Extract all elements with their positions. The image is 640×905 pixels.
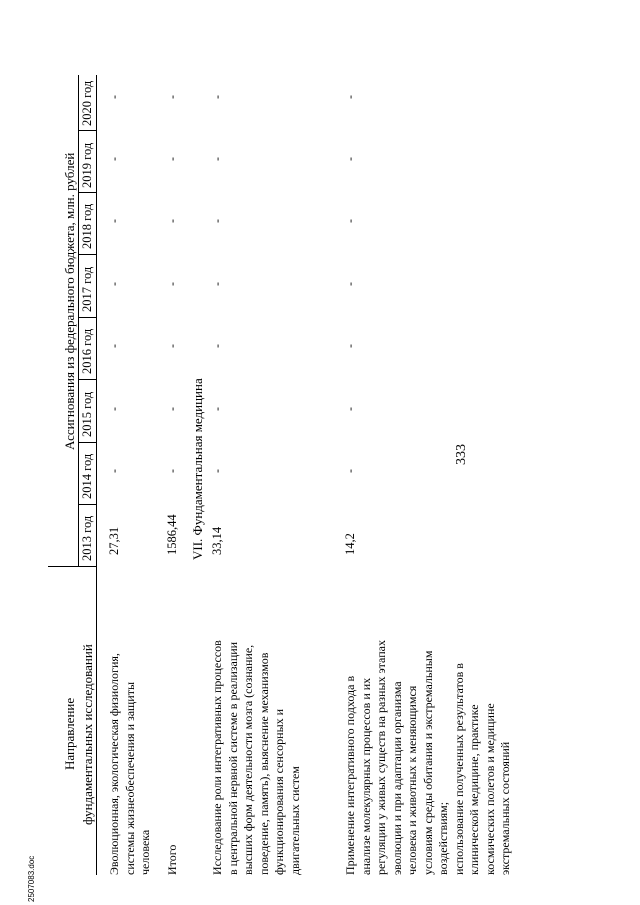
- row-label-line: воздействиям;: [436, 801, 450, 875]
- row-value-2017: -: [343, 282, 357, 286]
- year-header-2018: 2018 год: [80, 203, 94, 249]
- row-value-2013: 27,31: [107, 526, 121, 555]
- year-header-2015: 2015 год: [80, 391, 94, 437]
- row-label-line: условиям среды обитания и экстремальным: [420, 650, 435, 875]
- row-label-line: Применение интегративного подхода в: [343, 675, 357, 875]
- header-bottom-rule: [96, 75, 97, 875]
- row-value-2014: -: [107, 469, 121, 473]
- row-label-line: в центральной нервной системе в реализации: [225, 641, 240, 875]
- year-header-2013: 2013 год: [80, 515, 94, 561]
- row-value-2017: -: [165, 282, 179, 286]
- row-value-2020: -: [343, 95, 357, 99]
- row-label-line: эволюции и при адаптации организма: [389, 681, 404, 875]
- row-value-2018: -: [210, 219, 224, 223]
- row-value-2020: -: [107, 95, 121, 99]
- row-value-2017: -: [107, 282, 121, 286]
- row-value-2013: 1586,44: [165, 514, 179, 555]
- row-value-2016: -: [210, 344, 224, 348]
- file-id: 2507083.doc: [27, 855, 36, 902]
- direction-header-subtitle: фундаментальных исследований: [80, 644, 95, 825]
- row-value-2015: -: [343, 407, 357, 411]
- column-divider-2014: [78, 504, 96, 505]
- column-divider-2019: [78, 192, 96, 193]
- direction-header-title: Направление: [62, 697, 77, 770]
- row-value-2013: 14,2: [343, 533, 357, 555]
- funding-title-rule: [78, 75, 79, 567]
- row-value-2013: 33,14: [210, 526, 224, 555]
- column-divider-2017: [78, 317, 96, 318]
- year-header-2020: 2020 год: [80, 80, 94, 126]
- row-value-2015: -: [165, 407, 179, 411]
- row-value-2016: -: [165, 344, 179, 348]
- year-header-2019: 2019 год: [80, 142, 94, 188]
- column-divider-2016: [78, 379, 96, 380]
- row-value-2019: -: [165, 157, 179, 161]
- table-row-label: [343, 575, 514, 875]
- row-label-line: человека: [138, 829, 152, 875]
- row-label-line: двигательных систем: [287, 766, 302, 875]
- table-row-label: [165, 575, 181, 875]
- row-label-line: функционирования сенсорных и: [272, 708, 286, 875]
- row-value-2014: -: [210, 469, 224, 473]
- column-divider-2018: [78, 254, 96, 255]
- year-header-2016: 2016 год: [80, 328, 94, 374]
- row-label-line: анализе молекулярных процессов и их: [358, 677, 373, 875]
- row-label-line: человека и животных к меняющимся: [405, 685, 419, 875]
- row-value-2020: -: [210, 95, 224, 99]
- row-value-2016: -: [343, 344, 357, 348]
- row-value-2019: -: [107, 157, 121, 161]
- page-number: 333: [454, 444, 469, 465]
- row-label-line: космических полетов и медицине: [482, 703, 497, 875]
- row-value-2015: -: [210, 407, 224, 411]
- year-header-2017: 2017 год: [80, 266, 94, 312]
- funding-header-title: Ассигнования из федерального бюджета, млн. рублей: [62, 152, 77, 450]
- row-value-2014: -: [343, 469, 357, 473]
- column-divider-2015: [78, 442, 96, 443]
- year-header-2014: 2014 год: [80, 453, 94, 499]
- row-value-2018: -: [165, 219, 179, 223]
- row-label-line: поведение, память), выяснение механизмов: [256, 652, 271, 875]
- row-label-line: Эволюционная, экологическая физиология,: [107, 653, 121, 875]
- section-title: VII. Фундаментальная медицина: [190, 378, 205, 560]
- row-value-2018: -: [107, 219, 121, 223]
- column-divider-2020: [78, 130, 96, 131]
- row-value-2014: -: [165, 469, 179, 473]
- row-label-line: использование полученных результатов в: [451, 663, 466, 875]
- row-label-line: регуляции у живых существ на разных этапах: [374, 640, 388, 875]
- row-value-2019: -: [210, 157, 224, 161]
- column-divider-direction: [48, 566, 96, 567]
- row-value-2017: -: [210, 282, 224, 286]
- table-row-label: [107, 575, 154, 875]
- row-label-line: клинической медицине, практике: [467, 704, 481, 875]
- row-value-2019: -: [343, 157, 357, 161]
- table-row-label: [210, 575, 303, 875]
- row-label-line: высших форм деятельности мозга (сознание,: [241, 644, 255, 875]
- row-label-line: экстремальных состояний: [498, 741, 512, 875]
- row-value-2018: -: [343, 219, 357, 223]
- row-value-2020: -: [165, 95, 179, 99]
- row-label-line: Итого: [165, 844, 179, 875]
- row-label-line: Исследование роли интегративных процессов: [210, 640, 224, 875]
- row-label-line: системы жизнеобеспечения и защиты: [122, 681, 137, 875]
- row-value-2015: -: [107, 407, 121, 411]
- row-value-2016: -: [107, 344, 121, 348]
